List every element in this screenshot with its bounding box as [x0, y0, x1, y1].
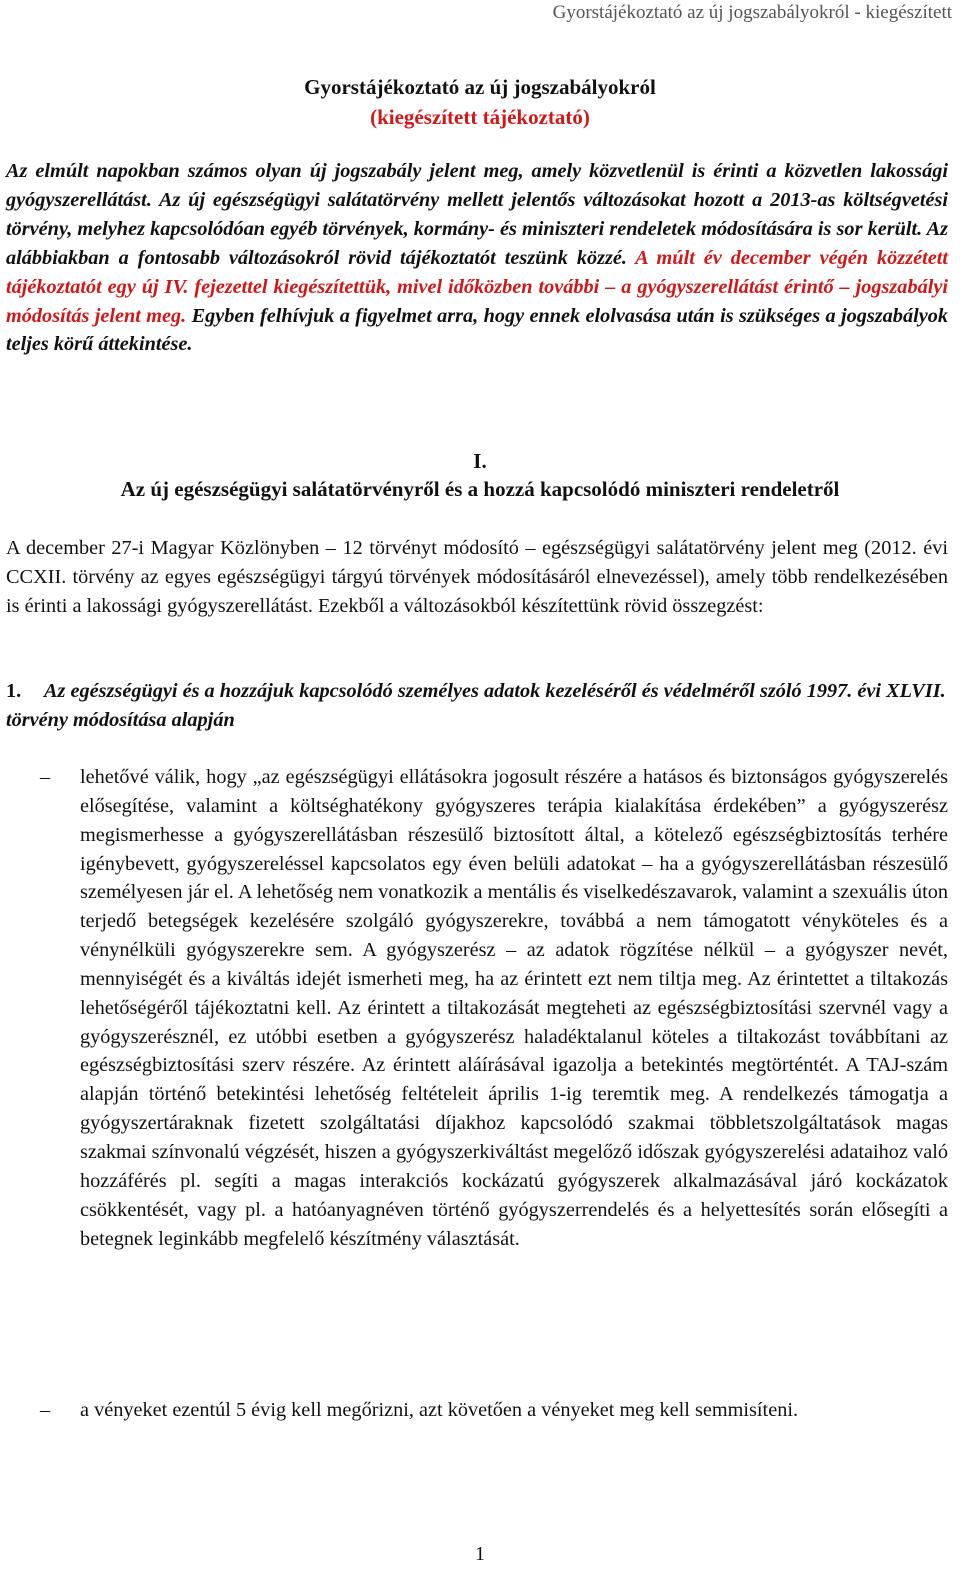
subsection-title: Az egészségügyi és a hozzájuk kapcsolódó személyes adatok kezeléséről és védelméről szóló 1997. évi XLVII. törvény módosítása alapján	[6, 680, 946, 731]
section-title: Az új egészségügyi salátatörvényről és a hozzá kapcsolódó miniszteri rendeletről	[120, 477, 840, 501]
document-title: Gyorstájékoztató az új jogszabályokról	[304, 75, 656, 99]
intro-text-1: Az elmúlt napokban számos olyan új jogszabály jelent meg, amely közvetlenül is érinti a közvetlen lakossági gyógyszerellátást. Az új egészségügyi salátatörvény mellett jelentős változásokat hozott a 2013-as költségvetési törvény, melyhez kapcsolódóan egyéb törvények, kormány- és miniszteri rendeletek módosítására is sor került. Az alábbiakban a fontosabb változásokról rövid tájékoztatót teszünk közzé.	[6, 160, 948, 269]
section-number: I.	[473, 449, 487, 473]
intro-update-note: A múlt év december végén közzétett tájékoztatót egy új IV. fejezettel kiegészítettük, mivel időközben további – a gyógyszerellátást érintő – jogszabályi módosítás jelent meg.	[6, 246, 948, 327]
list-item-text: a vényeket ezentúl 5 évig kell megőrizni, azt követően a vényeket meg kell semmisíteni.	[80, 1399, 799, 1421]
list-item-text: lehetővé válik, hogy „az egészségügyi ellátásokra jogosult részére a hatásos és biztonságos gyógyszerelés elősegítése, valamint a költséghatékony gyógyszeres terápia kialakítása érdekében” a gyógyszerész megismerhesse a gyógyszerellátásban részesülő biztosított által, a kötelező egészségbiztosítás terhére igénybevett, gyógyszereléssel kapcsolatos egy éven belüli adatokat – ha a gyógyszerellátásban részesülő személyesen jár el. A lehetőség nem vonatkozik a mentális és viselkedészavarok, valamint a szexuális úton terjedő betegségek kezelésére szolgáló gyógyszerekre, továbbá a nem támogatott vényköteles és a vénynélküli gyógyszerekre sem. A gyógyszerész – az adatok rögzítése nélkül – a gyógyszer nevét, mennyiségét és a kiváltás idejét ismerheti meg, ha az érintett ezt nem tiltja meg. Az érintettet a tiltakozás lehetőségéről tájékoztatni kell. Az érintett a tiltakozását megteheti az egészségbiztosítási szervnél vagy a gyógyszerésznél, ez utóbbi esetben a gyógyszerész haladéktalanul köteles a tiltakozást továbbítani az egészségbiztosítási szerv részére. Az érintett aláírásával igazolja a betekintés megtörténtét. A TAJ-szám alapján történő betekintési lehetőség feltételeit április 1-ig teremtik meg. A rendelkezés támogatja a gyógyszertáraknak fizetett szolgáltatási díjakhoz kapcsolódó szakmai többletszolgáltatások magas szakmai színvonalú végzését, hiszen a gyógyszerkiváltást megelőző időszak gyógyszerelési adataihoz való hozzáférés pl. segíti a magas interakciós kockázatú gyógyszerek alkalmazásával járó kockázatok csökkentését, vagy pl. a hatóanyagnéven történő gyógyszerrendelés és a helyettesítés során elősegíti a betegnek leginkább megfelelő készítmény választását.	[80, 766, 948, 1250]
intro-text-3: Egyben felhívjuk a figyelmet arra, hogy ennek elolvasása után is szükséges a jogszabályok teljes körű áttekintése.	[6, 304, 948, 356]
subsection-number: 1.	[6, 680, 22, 702]
document-title-block	[0, 72, 960, 132]
list-item	[6, 1396, 948, 1425]
dash-bullet-icon: –	[40, 1399, 51, 1421]
list-item	[6, 763, 948, 1253]
dash-bullet-icon: –	[40, 766, 51, 788]
page-number: 1	[475, 1543, 485, 1565]
intro-paragraph	[6, 157, 948, 359]
section-paragraph: A december 27-i Magyar Közlönyben – 12 törvényt módosító – egészségügyi salátatörvény jelent meg (2012. évi CCXII. törvény az egyes egészségügyi tárgyú törvények módosításáról elnevezéssel), amely több rendelkezésében is érinti a lakossági gyógyszerellátást. Ezekből a változásokból készítettünk rövid összegzést:	[6, 537, 948, 617]
document-subtitle: (kiegészített tájékoztató)	[370, 105, 590, 129]
running-header: Gyorstájékoztató az új jogszabályokról - kiegészített	[552, 2, 952, 23]
subsection-heading	[6, 677, 948, 735]
